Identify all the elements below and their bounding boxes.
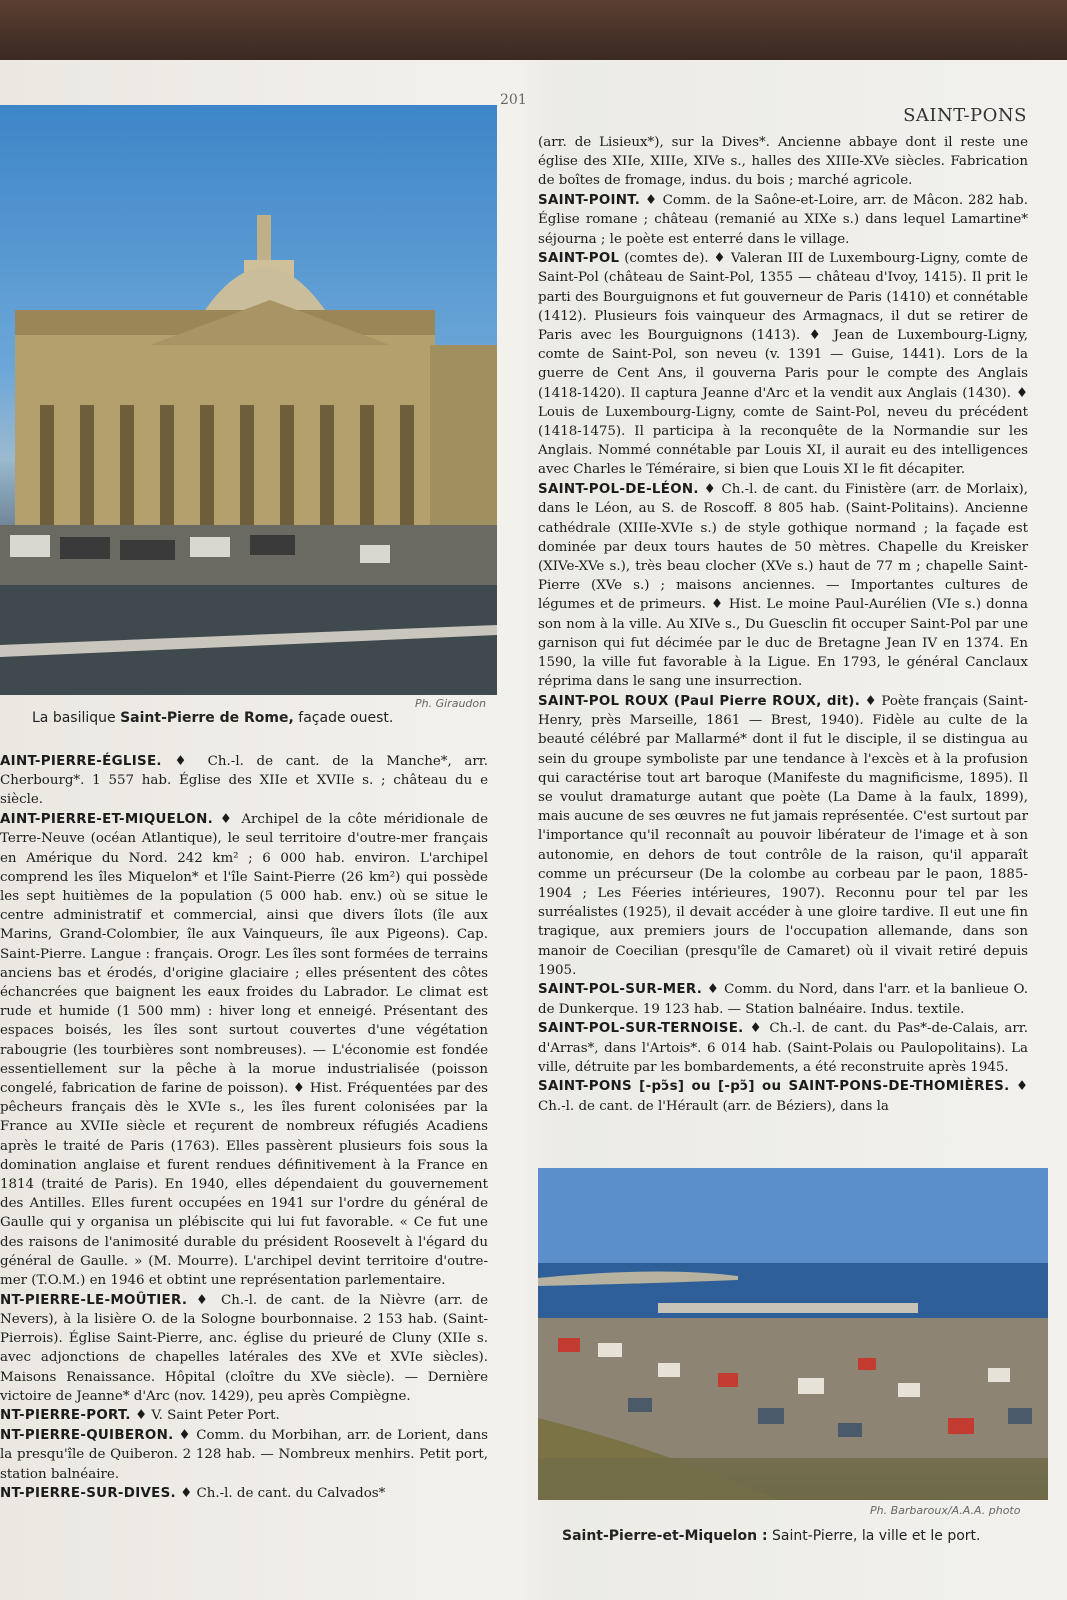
entry-text: ♦ Comm. du Morbihan, arr. de Lorient, dans la presqu'île de Quiberon. 2 128 hab. — Nombreux menhirs. Petit port, station balnéaire. xyxy=(0,1428,488,1482)
entry-right-5 xyxy=(538,980,1028,1018)
entry-right-6 xyxy=(538,1019,1028,1077)
entry-text: ♦ Ch.-l. de cant. de la Nièvre (arr. de Nevers), à la lisière O. de la Sologne bourbonnaise. 2 153 hab. (Saint-Pierrois). Église Saint-Pierre, anc. église du prieuré de Cluny (XIIe s. avec adjonctions de chapelles latérales des XVe et XVIe siècles). Maisons Renaissance. Hôpital (cloître du XVe siècle). — Dernière victoire de Jeanne* d'Arc (nov. 1429), peu après Compiègne. xyxy=(0,1292,488,1404)
basilica-illustration xyxy=(0,105,497,695)
caption-top xyxy=(32,710,393,726)
entry-text: ♦ Ch.-l. de cant. du Finistère (arr. de Morlaix), dans le Léon, au S. de Roscoff. 8 805 hab. (Saint-Politains). Ancienne cathédrale (XIIIe-XVIe s.) de style gothique normand ; la façade est dominée par deux tours hautes de 50 mètres. Chapelle du Kreisker (XIVe-XVe s.), très beau clocher (XVe s.) haut de 77 m ; chapelle Saint-Pierre (XVe s.) ; maisons anciennes. — Importantes cultures de légumes et de primeurs. ♦ Hist. Le moine Paul-Aurélien (VIe s.) donna son nom à la ville. Au XIVe s., Du Guesclin fit occuper Saint-Pol par une garnison qui fut décimée par le duc de Bretagne Jean IV en 1374. En 1590, la ville fut favorable à la Ligue. En 1793, le général Canclaux réprima dans le sang une insurrection. xyxy=(538,482,1028,690)
entry-head: NT-PIERRE-QUIBERON. xyxy=(0,1428,174,1444)
running-head: SAINT-PONS xyxy=(903,105,1027,126)
entry-left-2 xyxy=(0,1291,488,1406)
entry-text: ♦ Comm. de la Saône-et-Loire, arr. de Mâcon. 282 hab. Église romane ; château (remanié au XIXe s.) dans lequel Lamartine* séjourna ; le poète est enterré dans le village. xyxy=(538,193,1028,247)
entry-head: SAINT-POL xyxy=(538,251,620,267)
entry-right-3 xyxy=(538,480,1028,691)
entry-head: NT-PIERRE-SUR-DIVES. xyxy=(0,1486,176,1502)
entry-text: ♦ Ch.-l. de cant. de l'Hérault (arr. de Béziers), dans la xyxy=(538,1079,1028,1114)
page-number: 201 xyxy=(500,92,527,108)
caption-top-bold: Saint-Pierre de Rome, xyxy=(120,710,294,726)
photo-credit-top: Ph. Giraudon xyxy=(415,697,487,710)
entry-text: ♦ Poète français (Saint-Henry, près Marseille, 1861 — Brest, 1940). Fidèle au culte de la beauté célébré par Mallarmé* dont il fut le disciple, il se distingua au sein du groupe symboliste par une tendance à l'excès et à la profusion qui caractérise tout art baroque (Manifeste du magnificisme, 1895). Il se voulut dramaturge autant que poète (La Dame à la faulx, 1899), mais aucune de ses œuvres ne fut jamais représentée. C'est surtout par l'importance qu'il reconnaît au pouvoir libérateur de l'image et à son autonomie, en dehors de tout contrôle de la raison, qu'il apparaît comme un précurseur (De la colombe au corbeau par le paon, 1885-1904 ; Les Féeries intérieures, 1907). Reconnu pour tel par les surréalistes (1925), il devait accéder à une gloire tardive. Il eut une fin tragique, aux premiers jours de l'occupation allemande, dans son manoir de Coecilian (presqu'île de Camaret) où il vivait retiré depuis 1905. xyxy=(538,693,1028,978)
entry-head: SAINT-POINT. xyxy=(538,193,641,209)
caption-bottom xyxy=(562,1528,980,1544)
entry-head: SAINT-POL-SUR-MER. xyxy=(538,982,703,998)
entry-head: SAINT-POL ROUX (Paul Pierre ROUX, dit). xyxy=(538,693,861,709)
caption-bottom-rest: Saint-Pierre, la ville et le port. xyxy=(772,1528,981,1544)
entry-left-5 xyxy=(0,1484,488,1503)
caption-bottom-bold: Saint-Pierre-et-Miquelon : xyxy=(562,1528,768,1544)
entry-text: ♦ Ch.-l. de cant. de la Manche*, arr. Cherbourg*. 1 557 hab. Église des XIIe et XVIIe s. ; château du e siècle. xyxy=(0,754,488,808)
table-background xyxy=(0,0,1067,60)
entry-head: SAINT-PONS [-pɔ̃s] ou [-pɔ̃] ou SAINT-PONS-DE-THOMIÈRES. xyxy=(538,1079,1010,1095)
entry-text: ♦ Archipel de la côte méridionale de Terre-Neuve (océan Atlantique), le seul territoire d'outre-mer français en Amérique du Nord. 242 km² ; 6 000 hab. environ. L'archipel comprend les îles Miquelon* et l'île Saint-Pierre (26 km²) qui possède les sept huitièmes de la population (5 000 hab. env.) où se situe le centre administratif et commercial, ainsi que divers îlots (île aux Marins, Grand-Colombier, île aux Vainqueurs, île aux Pigeons). Cap. Saint-Pierre. Langue : français. Orogr. Les îles sont formées de terrains anciens bas et érodés, d'origine glaciaire ; elles présentent des côtes échancrées que baignent les eaux froides du Labrador. Le climat est rude et humide (1 500 mm) : hiver long et enneigé. Présentant des espaces boisés, les îles sont surtout couvertes d'une végétation rabougrie (les tourbières sont nombreuses). — L'économie est fondée essentiellement sur la pêche à la morue industrialisée (poisson congelé, fabrication de farine de poisson). ♦ Hist. Fréquentées par des pêcheurs français dès le XVIe s., les îles furent colonisées par la France au XVIIe siècle et reçurent de nombreux réfugiés Acadiens après le traité de Paris (1763). Elles passèrent plusieurs fois sous la domination anglaise et furent rendues définitivement à la France en 1814 (traité de Paris). En 1940, elles dépendaient du gouvernement des Antilles. Elles furent occupées en 1941 sur l'ordre du général de Gaulle qui y organisa un plébiscite qui lui fut favorable. « Ce fut une des raisons de l'animosité durable du président Roosevelt à l'égard du général de Gaulle. » (M. Mourre). L'archipel devint territoire d'outre-mer (T.O.M.) en 1946 et obtint une représentation parlementaire. xyxy=(0,812,488,1288)
photo-credit-bottom: Ph. Barbaroux/A.A.A. photo xyxy=(870,1504,1021,1517)
caption-top-rest: façade ouest. xyxy=(298,710,394,726)
dictionary-page xyxy=(0,60,1067,1600)
entry-right-1 xyxy=(538,191,1028,249)
saint-pierre-photo xyxy=(538,1168,1048,1500)
entry-right-2 xyxy=(538,249,1028,479)
entry-head: AINT-PIERRE-ET-MIQUELON. xyxy=(0,812,214,828)
entry-left-1 xyxy=(0,810,488,1290)
entry-head: SAINT-POL-DE-LÉON. xyxy=(538,482,699,498)
entry-left-3 xyxy=(0,1406,488,1425)
entry-text: ♦ V. Saint Peter Port. xyxy=(135,1408,280,1424)
left-column xyxy=(0,752,488,1504)
right-column xyxy=(538,133,1028,1116)
entry-left-4 xyxy=(0,1426,488,1484)
entry-head: NT-PIERRE-LE-MOÛTIER. xyxy=(0,1292,188,1308)
entry-text: ♦ Comm. du Nord, dans l'arr. et la banlieue O. de Dunkerque. 19 123 hab. — Station balnéaire. Indus. textile. xyxy=(538,982,1028,1017)
entry-text: (comtes de). ♦ Valeran III de Luxembourg-Ligny, comte de Saint-Pol (château de Saint-Pol, 1355 — château d'Ivoy, 1415). Il prit le parti des Bourguignons et fut gouverneur de Paris (1410) et connétable (1412). Plusieurs fois vainqueur des Armagnacs, il dut se retirer de Paris avec les Bourguignons (1413). ♦ Jean de Luxembourg-Ligny, comte de Saint-Pol, son neveu (v. 1391 — Guise, 1441). Lors de la guerre de Cent Ans, il gouverna Paris pour le compte des Anglais (1418-1420). Il captura Jeanne d'Arc et la vendit aux Anglais (1430). ♦ Louis de Luxembourg-Ligny, comte de Saint-Pol, neveu du précédent (1418-1475). Il participa à la reconquête de la Normandie sur les Anglais. Nommé connétable par Louis XI, il aurait eu des intelligences avec Charles le Téméraire, si bien que Louis XI le fit décapiter. xyxy=(538,251,1028,478)
entry-text: ♦ Ch.-l. de cant. du Pas*-de-Calais, arr. d'Arras*, dans l'Artois*. 6 014 hab. (Saint-Polais ou Paulopolitains). La ville, détruite par les bombardements, a été reconstruite après 1945. xyxy=(538,1021,1028,1075)
entry-text: (arr. de Lisieux*), sur la Dives*. Ancienne abbaye dont il reste une église des XIIe, XIIIe, XIVe s., halles des XIIIe-XVe siècles. Fabrication de boîtes de fromage, indus. du bois ; marché agricole. xyxy=(538,135,1028,189)
caption-top-lead: La basilique xyxy=(32,710,116,726)
basilica-photo xyxy=(0,105,497,695)
entry-right-7 xyxy=(538,1077,1028,1115)
entry-head: AINT-PIERRE-ÉGLISE. xyxy=(0,754,162,769)
entry-text: ♦ Ch.-l. de cant. du Calvados* xyxy=(180,1486,386,1502)
entry-left-0 xyxy=(0,752,488,810)
entry-head: NT-PIERRE-PORT. xyxy=(0,1408,131,1424)
entry-right-4 xyxy=(538,692,1028,980)
entry-right-0 xyxy=(538,133,1028,191)
entry-head: SAINT-POL-SUR-TERNOISE. xyxy=(538,1021,744,1037)
harbour-illustration xyxy=(538,1168,1048,1500)
